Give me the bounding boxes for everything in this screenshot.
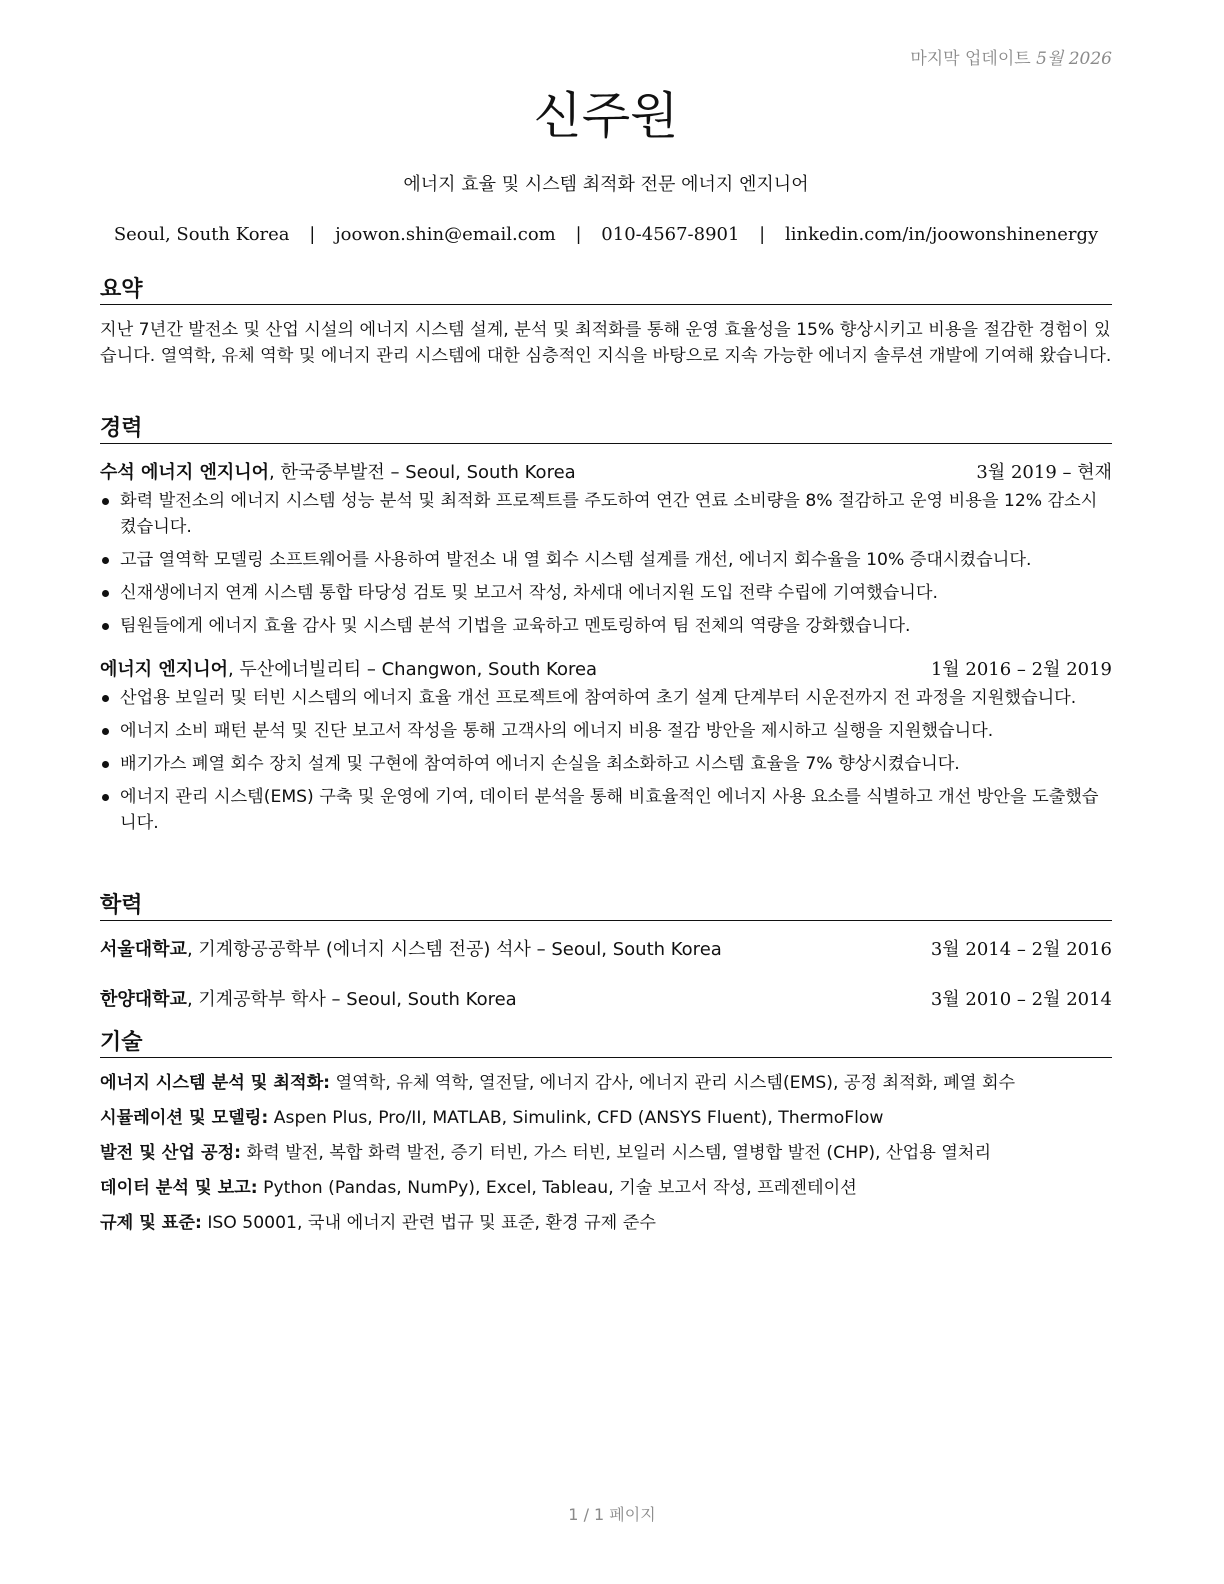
section-title-summary: 요약 (100, 276, 1112, 305)
bullet-item (100, 685, 1112, 711)
job-dates: 1월 2016 – 2월 2019 (930, 659, 1112, 680)
job-entry (100, 460, 1112, 639)
bullet-text: 화력 발전소의 에너지 시스템 성능 분석 및 최적화 프로젝트를 주도하여 연간 연료 소비량을 8% 절감하고 운영 비용을 12% 감소시켰습니다. (120, 491, 1098, 537)
education-section (100, 892, 1112, 1013)
job-bullets (100, 685, 1112, 836)
education-entry (100, 937, 1112, 963)
last-updated (910, 44, 1112, 69)
skill-line (100, 1210, 1112, 1236)
section-title-experience: 경력 (100, 415, 1112, 444)
person-name: 신주원 (533, 87, 679, 145)
education-dates: 3월 2010 – 2월 2014 (930, 989, 1112, 1010)
job-title: 에너지 엔지니어 (100, 659, 228, 680)
skill-value: Aspen Plus, Pro/II, MATLAB, Simulink, CFD (ANSYS Fluent), ThermoFlow (268, 1108, 884, 1128)
job-dates: 3월 2019 – 현재 (976, 462, 1112, 483)
bullet-text: 고급 열역학 모델링 소프트웨어를 사용하여 발전소 내 열 회수 시스템 설계를 개선, 에너지 회수율을 10% 증대시켰습니다. (120, 550, 1032, 570)
job-header (100, 460, 1112, 486)
bullet-text: 산업용 보일러 및 터빈 시스템의 에너지 효율 개선 프로젝트에 참여하여 초기 설계 단계부터 시운전까지 전 과정을 지원했습니다. (120, 688, 1077, 708)
contact-phone: 010-4567-8901 (601, 224, 740, 245)
education-entry (100, 987, 1112, 1013)
bullet-item (100, 488, 1112, 540)
section-title-education: 학력 (100, 892, 1112, 921)
contact-location: Seoul, South Korea (113, 224, 290, 245)
bullet-icon (102, 761, 109, 768)
job-entry (100, 657, 1112, 836)
bullet-item (100, 547, 1112, 573)
bullet-item (100, 718, 1112, 744)
page-footer: 1 / 1 페이지 (568, 1505, 656, 1524)
bullet-icon (102, 498, 109, 505)
bullet-icon (102, 557, 109, 564)
bullet-icon (102, 590, 109, 597)
skill-line (100, 1175, 1112, 1201)
skill-label: 에너지 시스템 분석 및 최적화: (100, 1073, 331, 1093)
contact-line (100, 224, 1112, 245)
contact-email[interactable]: joowon.shin@email.com (335, 224, 556, 245)
bullet-item (100, 751, 1112, 777)
skills-list (100, 1070, 1112, 1236)
skill-label: 발전 및 산업 공정: (100, 1143, 242, 1163)
bullet-text: 팀원들에게 에너지 효율 감사 및 시스템 분석 기법을 교육하고 멘토링하여 팀 전체의 역량을 강화했습니다. (120, 616, 911, 636)
section-title-skills: 기술 (100, 1029, 1112, 1058)
skill-label: 데이터 분석 및 보고: (100, 1178, 258, 1198)
bullet-icon (102, 794, 109, 801)
school-name: 서울대학교 (100, 939, 187, 960)
contact-separator: | (575, 224, 582, 245)
job-title: 수석 에너지 엔지니어 (100, 462, 270, 483)
contact-linkedin[interactable]: linkedin.com/in/joowonshinenergy (784, 224, 1099, 245)
skill-label: 시뮬레이션 및 모델링: (100, 1108, 269, 1128)
contact-separator: | (309, 224, 316, 245)
headline: 에너지 효율 및 시스템 최적화 전문 에너지 엔지니어 (403, 174, 809, 195)
bullet-icon (102, 728, 109, 735)
bullet-icon (102, 623, 109, 630)
education-dates: 3월 2014 – 2월 2016 (930, 939, 1112, 960)
skills-section (100, 1029, 1112, 1245)
last-updated-label: 마지막 업데이트 (910, 49, 1031, 69)
bullet-item (100, 580, 1112, 606)
job-bullets (100, 488, 1112, 639)
job-company: , 한국중부발전 – Seoul, South Korea (269, 462, 576, 483)
bullet-text: 에너지 소비 패턴 분석 및 진단 보고서 작성을 통해 고객사의 에너지 비용 절감 방안을 제시하고 실행을 지원했습니다. (120, 721, 994, 741)
job-header (100, 657, 1112, 683)
degree-detail: , 기계공학부 학사 – Seoul, South Korea (186, 989, 517, 1010)
skill-value: ISO 50001, 국내 에너지 관련 법규 및 표준, 환경 규제 준수 (201, 1213, 656, 1233)
bullet-icon (102, 695, 109, 702)
skill-label: 규제 및 표준: (100, 1213, 202, 1233)
bullet-item (100, 784, 1112, 836)
skill-line (100, 1070, 1112, 1096)
school-name: 한양대학교 (100, 989, 187, 1010)
degree-detail: , 기계항공공학부 (에너지 시스템 전공) 석사 – Seoul, South Korea (186, 939, 722, 960)
summary-section (100, 276, 1112, 369)
bullet-text: 배기가스 폐열 회수 장치 설계 및 구현에 참여하여 에너지 손실을 최소화하고 시스템 효율을 7% 향상시켰습니다. (120, 754, 960, 774)
job-company: , 두산에너빌리티 – Changwon, South Korea (227, 659, 598, 680)
skill-line (100, 1105, 1112, 1131)
contact-separator: | (759, 224, 766, 245)
bullet-text: 에너지 관리 시스템(EMS) 구축 및 운영에 기여, 데이터 분석을 통해 비효율적인 에너지 사용 요소를 식별하고 개선 방안을 도출했습니다. (120, 787, 1099, 833)
skill-value: 열역학, 유체 역학, 열전달, 에너지 감사, 에너지 관리 시스템(EMS), 공정 최적화, 폐열 회수 (330, 1073, 1016, 1093)
skill-line (100, 1140, 1112, 1166)
skill-value: 화력 발전, 복합 화력 발전, 증기 터빈, 가스 터빈, 보일러 시스템, 열병합 발전 (CHP), 산업용 열처리 (241, 1143, 992, 1163)
last-updated-month: 5월 (1036, 49, 1064, 69)
skill-value: Python (Pandas, NumPy), Excel, Tableau, 기술 보고서 작성, 프레젠테이션 (257, 1178, 857, 1198)
last-updated-year: 2026 (1068, 49, 1112, 69)
summary-text: 지난 7년간 발전소 및 산업 시설의 에너지 시스템 설계, 분석 및 최적화를 통해 운영 효율성을 15% 향상시키고 비용을 절감한 경험이 있습니다. 열역학, 유체 역학 및 에너지 관리 시스템에 대한 심층적인 지식을 바탕으로 지속 가능한 에너지 솔루션 개발에 기여해 왔습니다. (100, 320, 1112, 366)
bullet-item (100, 613, 1112, 639)
bullet-text: 신재생에너지 연계 시스템 통합 타당성 검토 및 보고서 작성, 차세대 에너지원 도입 전략 수립에 기여했습니다. (120, 583, 938, 603)
experience-section (100, 415, 1112, 843)
